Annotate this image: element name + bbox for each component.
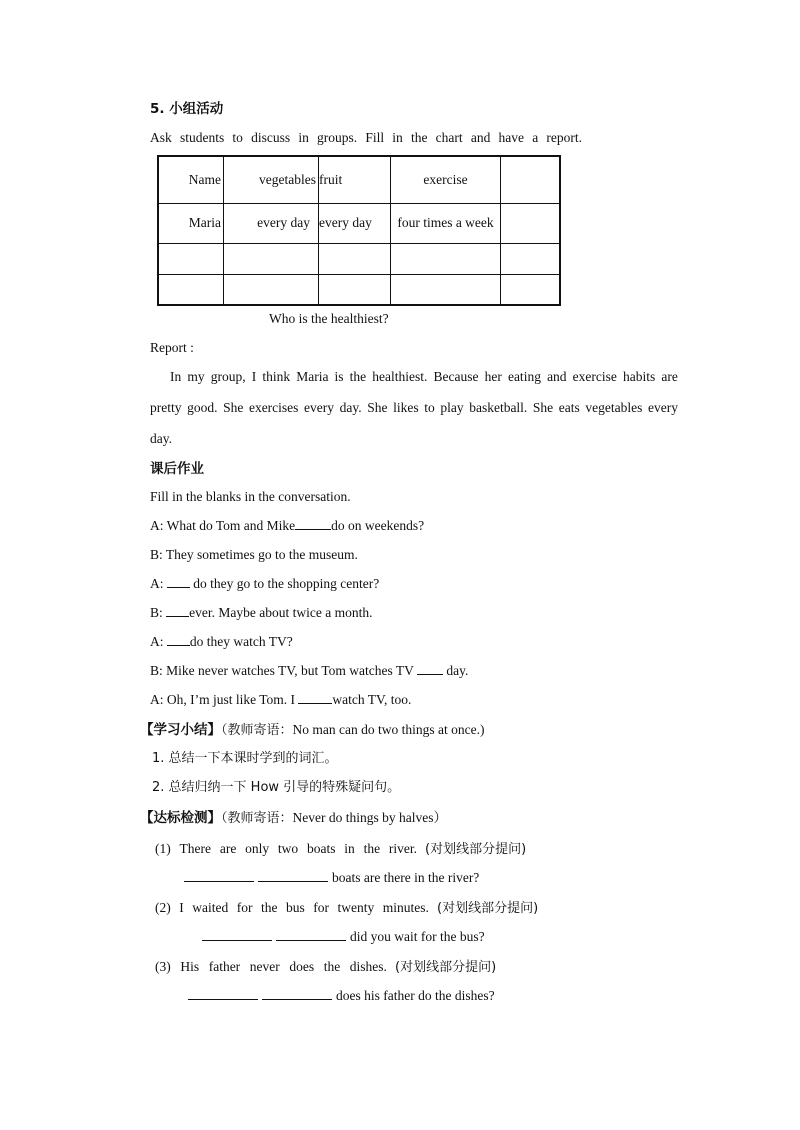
answer-blank[interactable] [166, 604, 189, 617]
dialogue-line: A: What do Tom and Mike do on weekends? [150, 518, 425, 533]
word: bus [286, 900, 305, 915]
table-cell [319, 243, 391, 274]
word: to [424, 400, 435, 415]
test-answer-line: boats are there in the river? [184, 869, 479, 887]
word: exercise [572, 369, 617, 384]
word: eating [507, 369, 541, 384]
word: and [547, 369, 567, 384]
word: She [223, 400, 244, 415]
word: minutes. [382, 900, 429, 915]
table-cell [501, 274, 561, 305]
word: the [363, 841, 381, 856]
word: for [313, 900, 330, 915]
word: every [647, 400, 678, 415]
word: waited [192, 900, 229, 915]
word: vegetables [585, 400, 643, 415]
dialogue-line: A: do they watch TV? [150, 634, 293, 649]
word: her [484, 369, 502, 384]
table-cell [224, 243, 319, 274]
table-cell [391, 243, 501, 274]
table-header-cell: Name [158, 156, 224, 203]
answer-blank[interactable] [167, 575, 190, 588]
table-cell [501, 203, 561, 243]
answer-blank[interactable] [184, 869, 254, 882]
word: In [170, 369, 182, 384]
answer-blank[interactable] [417, 662, 443, 675]
report-paragraph-line [170, 368, 678, 386]
word: Fill [365, 130, 385, 145]
word: every [304, 400, 335, 415]
word: day. [339, 400, 362, 415]
homework-instruction: Fill in the blanks in the conversation. [150, 489, 351, 504]
test-answer-line: does his father do the dishes? [188, 987, 495, 1005]
summary-item: 2. 总结归纳一下 How 引导的特殊疑问句。 [152, 780, 401, 795]
table-cell [319, 274, 391, 305]
word: She [367, 400, 388, 415]
word: never [249, 959, 280, 974]
word: are [219, 841, 237, 856]
dialogue-line: B: They sometimes go to the museum. [150, 547, 358, 562]
word: and [470, 130, 491, 145]
instruction-line [150, 129, 582, 147]
word: for [236, 900, 253, 915]
word: students [179, 130, 225, 145]
word: in [344, 841, 355, 856]
word: are [661, 369, 678, 384]
answer-blank[interactable] [295, 517, 331, 530]
word: healthiest. [372, 369, 428, 384]
word: I [251, 369, 257, 384]
test-question: (2) I waited for the bus for twenty minutes. (对划线部分提问) [155, 900, 539, 916]
answer-blank[interactable] [276, 928, 346, 941]
word: chart [435, 130, 463, 145]
table-cell: every day [319, 203, 391, 243]
word: only [245, 841, 270, 856]
teacher-note: Never do things by halves） [292, 810, 447, 825]
word: discuss [251, 130, 291, 145]
word: (3) [155, 959, 171, 974]
answer-blank[interactable] [258, 869, 328, 882]
test-question: (1) There are only two boats in the river. (对划线部分提问) [155, 841, 527, 857]
word: good. [187, 400, 218, 415]
word: basketball. [469, 400, 528, 415]
test-title: 【达标检测】 [140, 810, 221, 826]
answer-blank[interactable] [188, 987, 258, 1000]
word: the [323, 959, 341, 974]
word: river. [388, 841, 417, 856]
word: habits [623, 369, 656, 384]
word: Because [433, 369, 479, 384]
dialogue-line: A: Oh, I’m just like Tom. I watch TV, too. [150, 692, 412, 707]
table-header-cell: exercise [391, 156, 501, 203]
table-cell [501, 243, 561, 274]
table-cell [391, 274, 501, 305]
homework-title: 课后作业 [150, 461, 204, 477]
word: Ask [150, 130, 172, 145]
word: Maria [296, 369, 329, 384]
word: (1) [155, 841, 171, 856]
table-header-cell [501, 156, 561, 203]
test-question: (3) His father never does the dishes. (对划线部分提问) [155, 959, 497, 975]
word: to [232, 130, 243, 145]
report-paragraph-line [150, 399, 678, 417]
table-cell [158, 243, 224, 274]
table-header-cell: vegetables [224, 156, 319, 203]
dialogue-line: B: Mike never watches TV, but Tom watches TV day. [150, 663, 469, 678]
word: the [349, 369, 367, 384]
word: think [262, 369, 291, 384]
word: pretty [150, 400, 182, 415]
summary-title: 【学习小结】 [140, 722, 221, 738]
table-cell: four times a week [391, 203, 501, 243]
word: dishes. [349, 959, 387, 974]
survey-chart [157, 155, 561, 306]
word: groups. [317, 130, 358, 145]
report-label: Report : [150, 340, 194, 355]
word: group, [210, 369, 246, 384]
answer-blank[interactable] [262, 987, 332, 1000]
word: my [187, 369, 205, 384]
summary-item: 1. 总结一下本课时学到的词汇。 [152, 751, 338, 766]
word: two [277, 841, 299, 856]
table-cell [224, 274, 319, 305]
word: (2) [155, 900, 171, 915]
teacher-note: No man can do two things at once.) [292, 722, 485, 737]
table-cell: every day [224, 203, 319, 243]
word: report. [546, 130, 582, 145]
table-cell [158, 274, 224, 305]
answer-blank[interactable] [167, 633, 190, 646]
word: play [440, 400, 464, 415]
test-answer-line: did you wait for the bus? [202, 928, 485, 946]
test-heading: 【达标检测】（教师寄语：Never do things by halves） [140, 810, 447, 826]
word: There [179, 841, 212, 856]
summary-heading: 【学习小结】（教师寄语：No man can do two things at once.) [140, 722, 485, 738]
word: have [498, 130, 525, 145]
word: the [261, 900, 278, 915]
section-title: 5. 小组活动 [150, 101, 224, 117]
answer-blank[interactable] [298, 691, 332, 704]
word: twenty [337, 900, 375, 915]
word: in [298, 130, 309, 145]
word: She [532, 400, 554, 415]
word: the [410, 130, 428, 145]
table-header-cell: fruit [319, 156, 391, 203]
word: a [532, 130, 539, 145]
word: is [334, 369, 344, 384]
answer-blank[interactable] [202, 928, 272, 941]
word: His [180, 959, 200, 974]
dialogue-line: A: do they go to the shopping center? [150, 576, 380, 591]
chart-caption: Who is the healthiest? [269, 311, 389, 326]
word: boats [306, 841, 336, 856]
report-paragraph-line: day. [150, 431, 172, 446]
word: eats [558, 400, 580, 415]
table-cell: Maria [158, 203, 224, 243]
word: likes [393, 400, 419, 415]
word: father [208, 959, 241, 974]
dialogue-line: B: ever. Maybe about twice a month. [150, 605, 373, 620]
word: exercises [248, 400, 299, 415]
word: in [392, 130, 403, 145]
word: I [179, 900, 184, 915]
word: does [289, 959, 315, 974]
